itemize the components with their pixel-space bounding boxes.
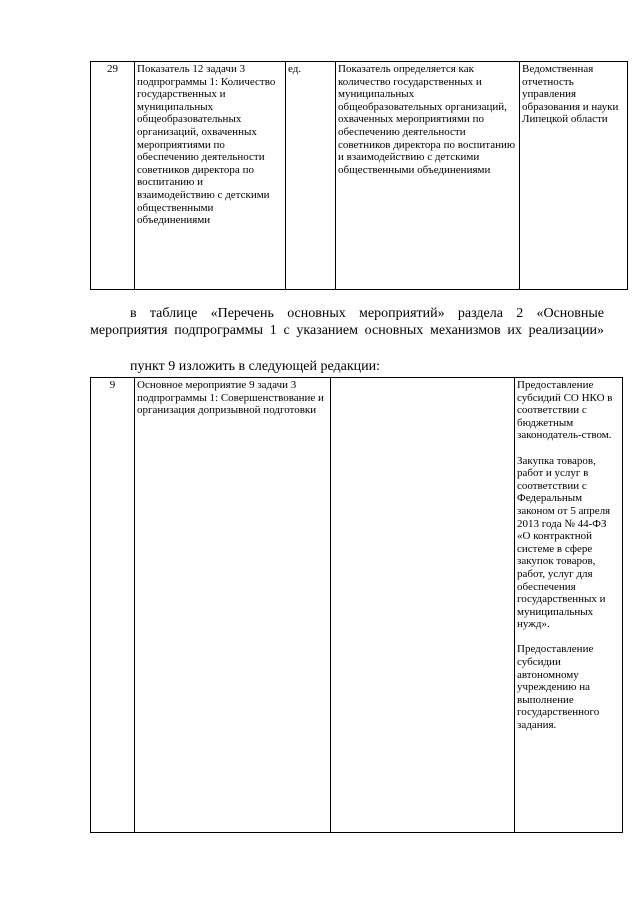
amendment-paragraph: в таблице «Перечень основных мероприятий» раздела 2 «Основные мероприятия подпрограммы 1 с указанием основных механизмов их реализации»	[90, 306, 604, 338]
row-number: 9	[91, 378, 135, 833]
indicator-name: Показатель 12 задачи 3 подпрограммы 1: Количество государственных и муниципальных общеобразовательных организаций, охваченных мероприятиями по обеспечению деятельности советников директора по воспитанию и взаимодействию с детскими общественными объединениями	[135, 62, 286, 290]
amendment-instruction: пункт 9 изложить в следующей редакции:	[130, 359, 380, 374]
data-source: Ведомственная отчетность управления образования и науки Липецкой области	[520, 62, 628, 290]
unit-cell: ед.	[286, 62, 336, 290]
mechanism-subsidy-autonomous: Предоставление субсидии автономному учреждению на выполнение государственного задания.	[517, 643, 600, 732]
row-number: 29	[91, 62, 135, 290]
activities-table	[90, 377, 623, 833]
table-row	[91, 378, 623, 833]
mechanism-subsidy-nko: Предоставление субсидий СО НКО в соответствии с бюджетным законодатель-ством.	[517, 379, 613, 442]
mechanism-procurement: Закупка товаров, работ и услуг в соответствии с Федеральным законом от 5 апреля 2013 года № 44-ФЗ «О контрактной системе в сфере закупок товаров, работ, услуг для обеспечения государственных и муниципальных нужд».	[517, 454, 611, 631]
table-row	[91, 62, 628, 290]
indicator-table	[90, 61, 628, 290]
empty-cell	[331, 378, 515, 833]
activity-name: Основное мероприятие 9 задачи 3 подпрограммы 1: Совершенствование и организация допризывной подготовки	[135, 378, 331, 833]
implementation-mechanisms	[515, 378, 623, 833]
calculation-method: Показатель определяется как количество государственных и муниципальных общеобразовательных организаций, охваченных мероприятиями по обеспечению деятельности советников директора по воспитанию и взаимодействию с детскими общественными объединениями	[336, 62, 520, 290]
